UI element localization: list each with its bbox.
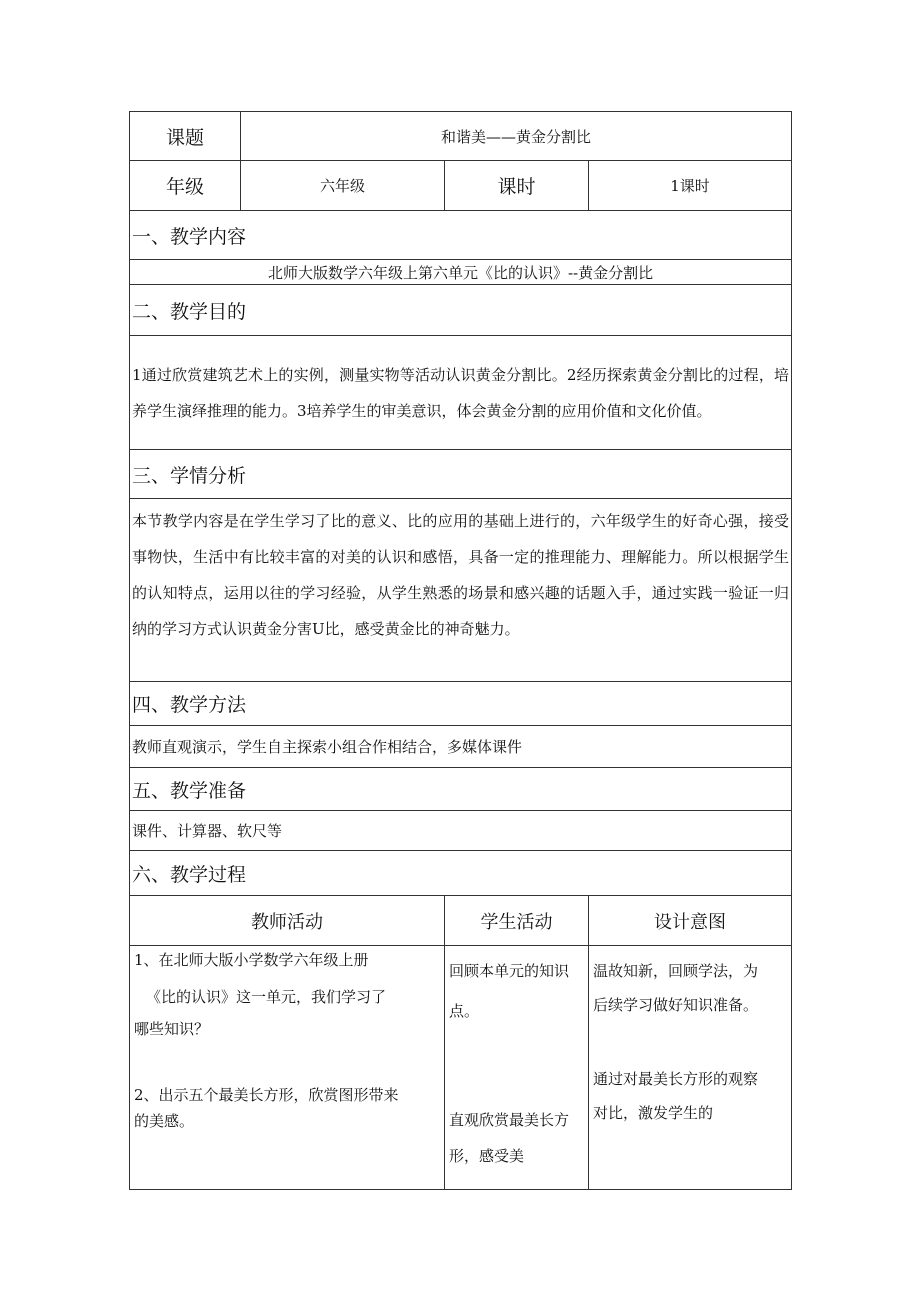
intent-i2-line1: 通过对最美长方形的观察 — [593, 1070, 759, 1088]
section-analysis-text: 本节教学内容是在学生学习了比的意义、比的应用的基础上进行的，六年级学生的好奇心强，接受事物快，生活中有比较丰富的对美的认识和感悟，具备一定的推理能力、理解能力。所以根据学生的认知特点，运用以往的学习经验，从学生熟悉的场景和感兴趣的话题入手，通过实践一验证一归纳的学习方式认识黄金分害U比，感受黄金比的神奇魅力。 — [130, 499, 792, 682]
section-content-title: 一、教学内容 — [130, 211, 792, 260]
hours-label: 课时 — [445, 161, 589, 211]
student-s2-line2: 形，感受美 — [449, 1147, 525, 1165]
section-goals-title: 二、教学目的 — [130, 285, 792, 336]
section-goals-text: 1通过欣赏建筑艺术上的实例，测量实物等活动认识黄金分割比。2经历探索黄金分割比的过程，培养学生演绎推理的能力。3培养学生的审美意识，体会黄金分割的应用价值和文化价值。 — [130, 336, 792, 450]
intent-i1-line2: 后续学习做好知识准备。 — [593, 996, 759, 1014]
grade-label: 年级 — [130, 161, 241, 211]
lesson-plan-document — [129, 111, 791, 1190]
student-activity-cell — [445, 946, 589, 1190]
col-header-student: 学生活动 — [445, 896, 589, 946]
student-s1-line2: 点。 — [449, 1002, 480, 1020]
grade-value: 六年级 — [241, 161, 445, 211]
intent-i2-line2: 对比，激发学生的 — [593, 1104, 714, 1122]
section-prep-title: 五、教学准备 — [130, 768, 792, 811]
col-header-teacher: 教师活动 — [130, 896, 445, 946]
hours-value: 1课时 — [589, 161, 792, 211]
teacher-step1-line1: 1、在北师大版小学数学六年级上册 — [134, 951, 369, 969]
section-content-text: 北师大版数学六年级上第六单元《比的认识》--黄金分割比 — [130, 260, 792, 285]
section-prep-text: 课件、计算器、软尺等 — [130, 811, 792, 851]
student-s1-line1: 回顾本单元的知识 — [449, 962, 570, 980]
student-s2-line1: 直观欣赏最美长方 — [449, 1111, 570, 1129]
design-intent-cell — [589, 946, 792, 1190]
topic-label: 课题 — [130, 112, 241, 161]
lesson-plan-table — [129, 111, 792, 1190]
teacher-activity-cell — [130, 946, 445, 1190]
section-methods-title: 四、教学方法 — [130, 682, 792, 726]
section-analysis-title: 三、学情分析 — [130, 450, 792, 499]
section-methods-text: 教师直观演示，学生自主探索小组合作相结合，多媒体课件 — [130, 726, 792, 768]
teacher-step1-line2: 《比的认识》这一单元，我们学习了 — [146, 988, 387, 1006]
teacher-step2-line2: 的美感。 — [134, 1112, 195, 1130]
col-header-intent: 设计意图 — [589, 896, 792, 946]
section-process-title: 六、教学过程 — [130, 851, 792, 896]
teacher-step2-line1: 2、出示五个最美长方形，欣赏图形带来 — [134, 1086, 399, 1104]
intent-i1-line1: 温故知新，回顾学法，为 — [593, 962, 759, 980]
teacher-step1-line3: 哪些知识？ — [134, 1020, 210, 1038]
topic-value: 和谐美——黄金分割比 — [241, 112, 792, 161]
